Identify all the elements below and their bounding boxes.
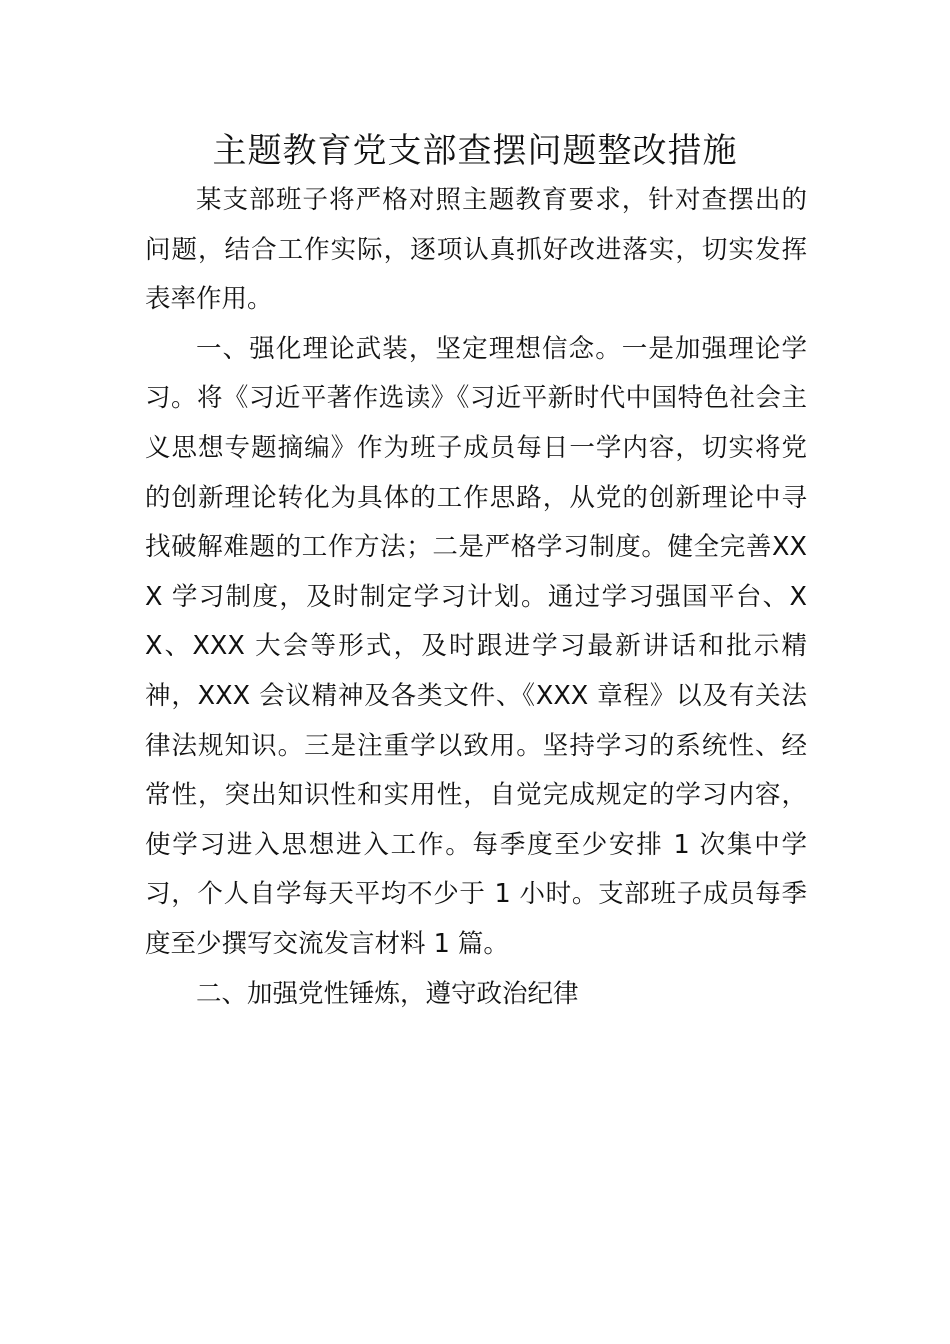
document-title: 主题教育党支部查摆问题整改措施 — [212, 131, 738, 171]
section-two-heading: 二、加强党性锤炼，遵守政治纪律 — [196, 978, 579, 1009]
document-body — [145, 176, 807, 1019]
intro-paragraph: 某支部班子将严格对照主题教育要求，针对查摆出的问题，结合工作实际，逐项认真抓好改进落实，切实发挥表率作用。 — [145, 185, 807, 315]
section-one-paragraph: 一、强化理论武装，坚定理想信念。一是加强理论学习。将《习近平著作选读》《习近平新时代中国特色社会主义思想专题摘编》作为班子成员每日一学内容，切实将党的创新理论转化为具体的工作思路，从党的创新理论中寻找破解难题的工作方法；二是严格学习制度。健全完善XXX 学习制度，及时制定学习计划。通过学习强国平台、XX、XXX 大会等形式，及时跟进学习最新讲话和批示精神，XXX 会议精神及各类文件、《XXX 章程》以及有关法律法规知识。三是注重学以致用。坚持学习的系统性、经常性，突出知识性和实用性，自觉完成规定的学习内容，使学习进入思想进入工作。每季度至少安排 1 次集中学习，个人自学每天平均不少于 1 小时。支部班子成员每季度至少撰写交流发言材料 1 篇。 — [145, 333, 807, 959]
